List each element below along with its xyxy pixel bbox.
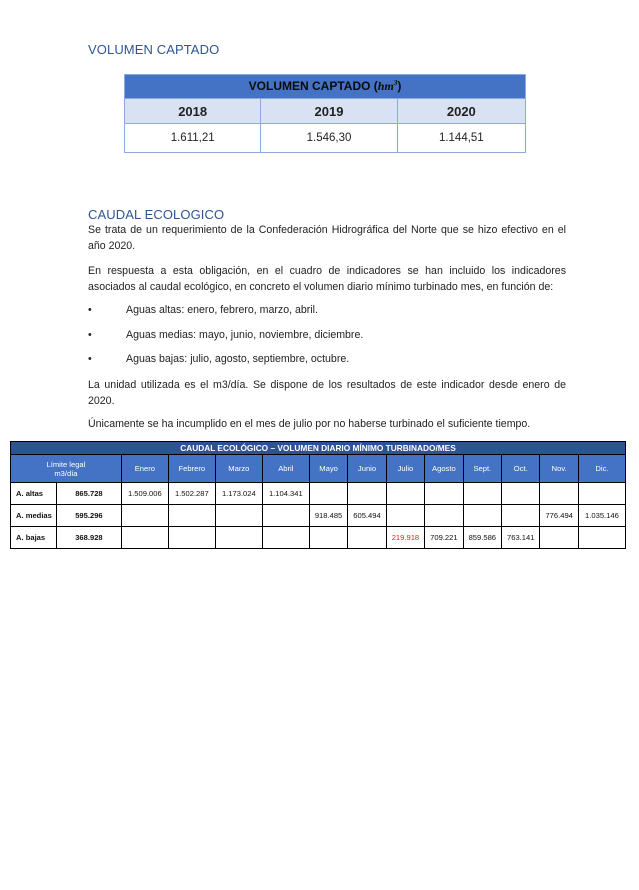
table-cell — [386, 483, 424, 505]
paragraph: Se trata de un requerimiento de la Confederación Hidrográfica del Norte que se hizo efectivo en el año 2020. — [88, 224, 566, 252]
bullet-icon: • — [88, 329, 92, 341]
volume-value: 1.611,21 — [125, 124, 261, 153]
unit: $hm^3$ — [377, 79, 398, 93]
month-header: Abril — [262, 455, 309, 483]
table-row — [11, 527, 626, 549]
year-header: 2019 — [261, 99, 397, 124]
bullet-icon: • — [88, 304, 92, 316]
table-cell — [348, 527, 386, 549]
table-cell — [309, 483, 347, 505]
caudal-table-title: CAUDAL ECOLÓGICO – VOLUMEN DIARIO MÍNIMO TURBINADO/MES — [11, 442, 626, 455]
table-cell — [425, 483, 463, 505]
month-header: Junio — [348, 455, 386, 483]
month-header: Sept. — [463, 455, 501, 483]
volumen-table-title: VOLUMEN CAPTADO $(hm^3)$ — [125, 75, 526, 99]
table-cell: 776.494 — [540, 505, 578, 527]
table-cell: 219.918 — [386, 527, 424, 549]
limit-value: 865.728 — [57, 483, 122, 505]
table-cell: 1.104.341 — [262, 483, 309, 505]
table-cell — [215, 527, 262, 549]
table-cell — [540, 527, 578, 549]
section-heading-volumen: VOLUMEN CAPTADO — [88, 42, 220, 57]
table-cell: 1.509.006 — [121, 483, 168, 505]
table-cell — [121, 505, 168, 527]
year-header: 2020 — [397, 99, 525, 124]
bullet-icon: • — [88, 353, 92, 365]
table-cell — [309, 527, 347, 549]
table-cell — [578, 527, 625, 549]
row-label: A. altas — [11, 483, 57, 505]
month-header: Marzo — [215, 455, 262, 483]
section-heading-caudal: CAUDAL ECOLOGICO — [88, 207, 225, 222]
limit-value: 368.928 — [57, 527, 122, 549]
year-header: 2018 — [125, 99, 261, 124]
month-header: Oct. — [502, 455, 540, 483]
volume-value: 1.144,51 — [397, 124, 525, 153]
table-cell — [262, 505, 309, 527]
table-cell — [502, 483, 540, 505]
table-cell — [215, 505, 262, 527]
table-cell — [348, 483, 386, 505]
paragraph: En respuesta a esta obligación, en el cuadro de indicadores se han incluido los indicadores asociados al caudal ecológico, en concreto el volumen diario mínimo turbinado mes, en función de: — [88, 265, 566, 293]
caudal-table — [10, 441, 626, 549]
month-header: Enero — [121, 455, 168, 483]
paragraph: La unidad utilizada es el m3/día. Se dispone de los resultados de este indicador desde enero de 2020. — [88, 379, 566, 407]
row-label: A. medias — [11, 505, 57, 527]
month-header: Mayo — [309, 455, 347, 483]
table-cell — [121, 527, 168, 549]
table-cell — [502, 505, 540, 527]
table-cell: 1.173.024 — [215, 483, 262, 505]
table-cell: 918.485 — [309, 505, 347, 527]
month-header: Dic. — [578, 455, 625, 483]
table-cell — [386, 505, 424, 527]
limit-header: Límite legal m3/día — [11, 455, 122, 483]
month-header: Febrero — [168, 455, 215, 483]
month-header: Nov. — [540, 455, 578, 483]
table-cell — [540, 483, 578, 505]
table-cell — [262, 527, 309, 549]
table-cell: 763.141 — [502, 527, 540, 549]
month-header: Julio — [386, 455, 424, 483]
table-cell: 605.494 — [348, 505, 386, 527]
volume-value: 1.546,30 — [261, 124, 397, 153]
row-label: A. bajas — [11, 527, 57, 549]
table-cell — [168, 505, 215, 527]
table-row — [11, 483, 626, 505]
table-cell — [463, 483, 501, 505]
table-cell — [425, 505, 463, 527]
table-cell — [168, 527, 215, 549]
table-cell: 1.035.146 — [578, 505, 625, 527]
table-cell: 709.221 — [425, 527, 463, 549]
table-cell — [578, 483, 625, 505]
limit-value: 595.296 — [57, 505, 122, 527]
paragraph: Únicamente se ha incumplido en el mes de julio por no haberse turbinado el suficiente tiempo. — [88, 418, 531, 430]
volumen-table — [124, 74, 526, 153]
table-row — [11, 505, 626, 527]
month-header: Agosto — [425, 455, 463, 483]
table-cell — [463, 505, 501, 527]
table-cell: 1.502.287 — [168, 483, 215, 505]
table-cell: 859.586 — [463, 527, 501, 549]
